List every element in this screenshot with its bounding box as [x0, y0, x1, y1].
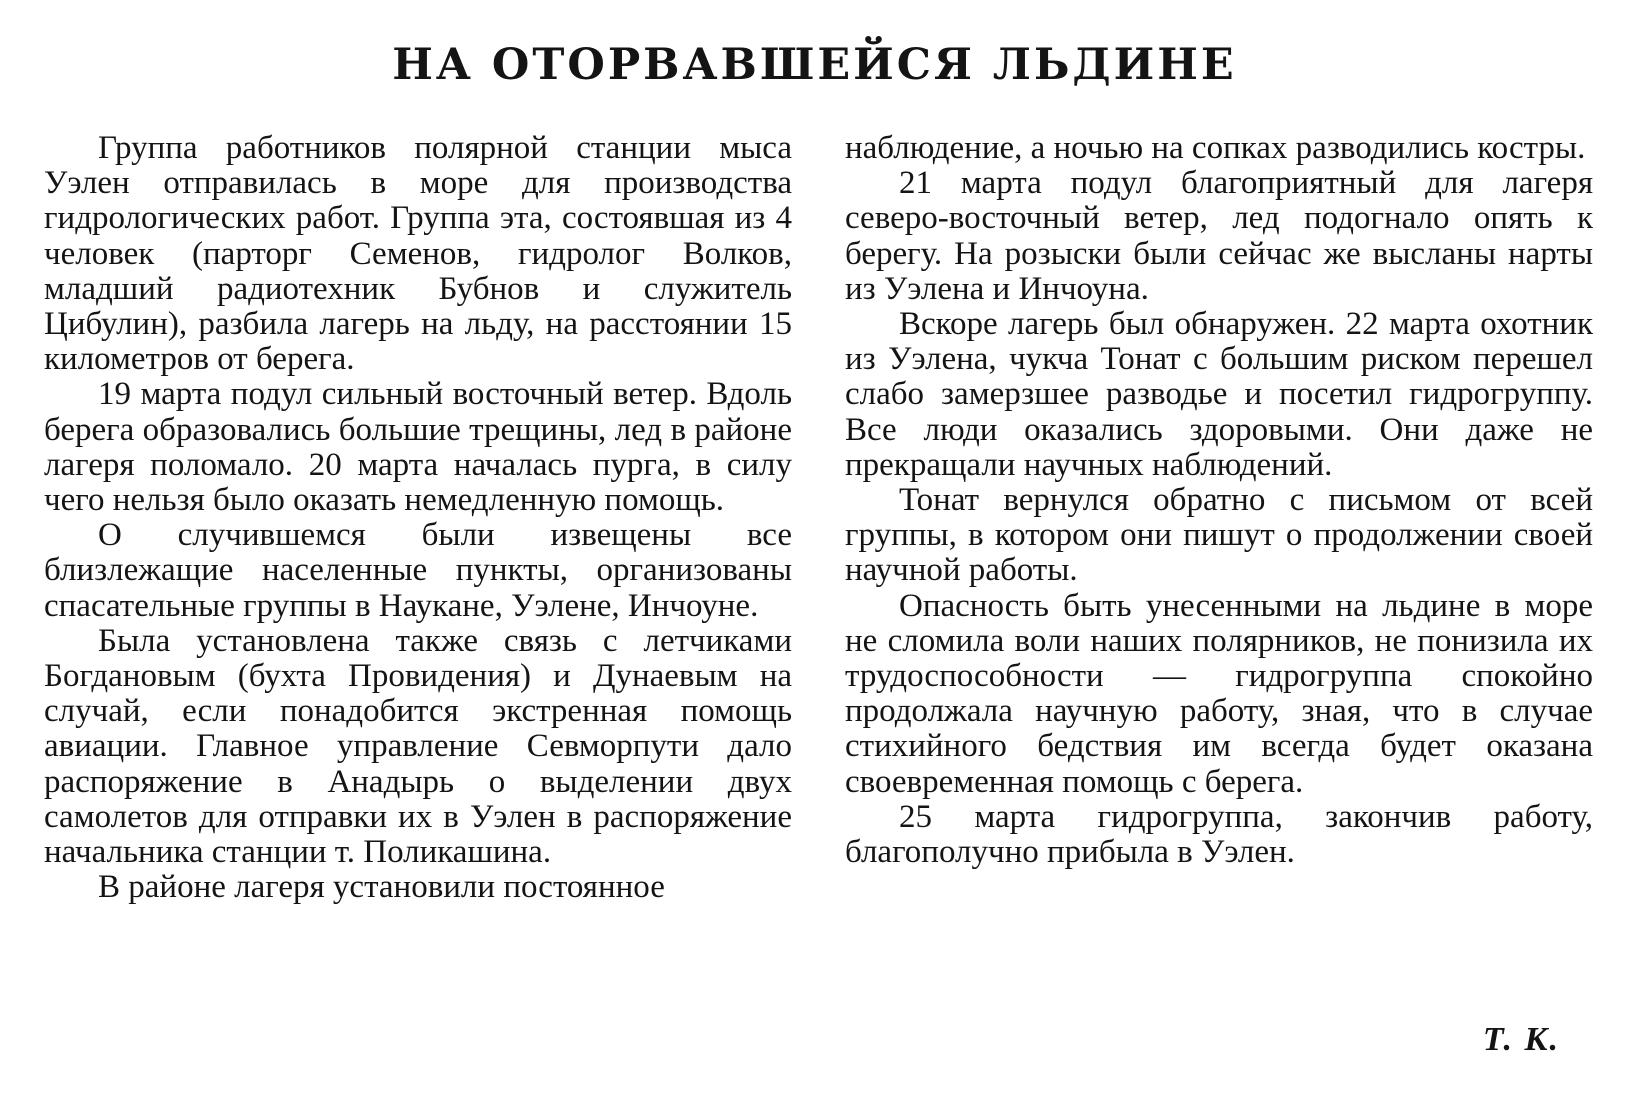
paragraph: 21 марта подул благоприятный для лагеря северо-восточный ветер, лед подогнало опять к берегу. На розыски были сейчас же высланы нарты из Уэлена и Инчоуна.: [845, 165, 1593, 307]
paragraph: Была установлена также связь с летчиками Богдановым (бухта Провидения) и Дунаевым на случай, если понадобится экстренная помощь авиации. Главное управление Севморпути дало распоряжение в Анадырь о выделении двух самолетов для отправки их в Уэлен в распоряжение начальника станции т. Поликашина.: [44, 622, 792, 871]
paragraph-continuation: наблюдение, а ночью на сопках разводились костры.: [845, 130, 1586, 166]
left-column: [44, 131, 792, 905]
paragraph: Опасность быть унесенными на льдине в море не сломила воли наших полярников, не понизила их трудоспособности — гидрогруппа спокойно продолжала научную работу, зная, что в случае стихийного бедствия им всегда будет оказана своевременная помощь с берега.: [845, 587, 1593, 800]
paragraph: Вскоре лагерь был обнаружен. 22 марта охотник из Уэлена, чукча Тонат с большим риском перешел слабо замерзшее разводье и посетил гидрогруппу. Все люди оказались здоровыми. Они даже не прекращали научных наблюдений.: [845, 306, 1593, 483]
paragraph: Группа работников полярной станции мыса Уэлен отправилась в море для производства гидрологических работ. Группа эта, состоявшая из 4 человек (парторг Семенов, гидролог Волков, младший радиотехник Бубнов и служитель Цибулин), разбила лагерь на льду, на расстоянии 15 километров от берега.: [44, 130, 792, 378]
paragraph: В районе лагеря установили постоянное: [98, 869, 665, 906]
paragraph: Тонат вернулся обратно с письмом от всей группы, в котором они пишут о продолжении своей научной работы.: [845, 482, 1593, 589]
author-signature: Т. К.: [1482, 1021, 1560, 1058]
paragraph: О случившемся были извещены все близлежащие населенные пункты, организованы спасательные группы в Наукане, Уэлене, Инчоуне.: [44, 517, 792, 624]
article-title: НА ОТОРВАВШЕЙСЯ ЛЬДИНЕ: [392, 40, 1237, 90]
right-column: [845, 131, 1593, 870]
paragraph: 25 марта гидрогруппа, закончив работу, благополучно прибыла в Уэлен.: [845, 798, 1593, 871]
paragraph: 19 марта подул сильный восточный ветер. Вдоль берега образовались большие трещины, лед в районе лагеря поломало. 20 марта началась пурга, в силу чего нельзя было оказать немедленную помощь.: [44, 376, 792, 519]
